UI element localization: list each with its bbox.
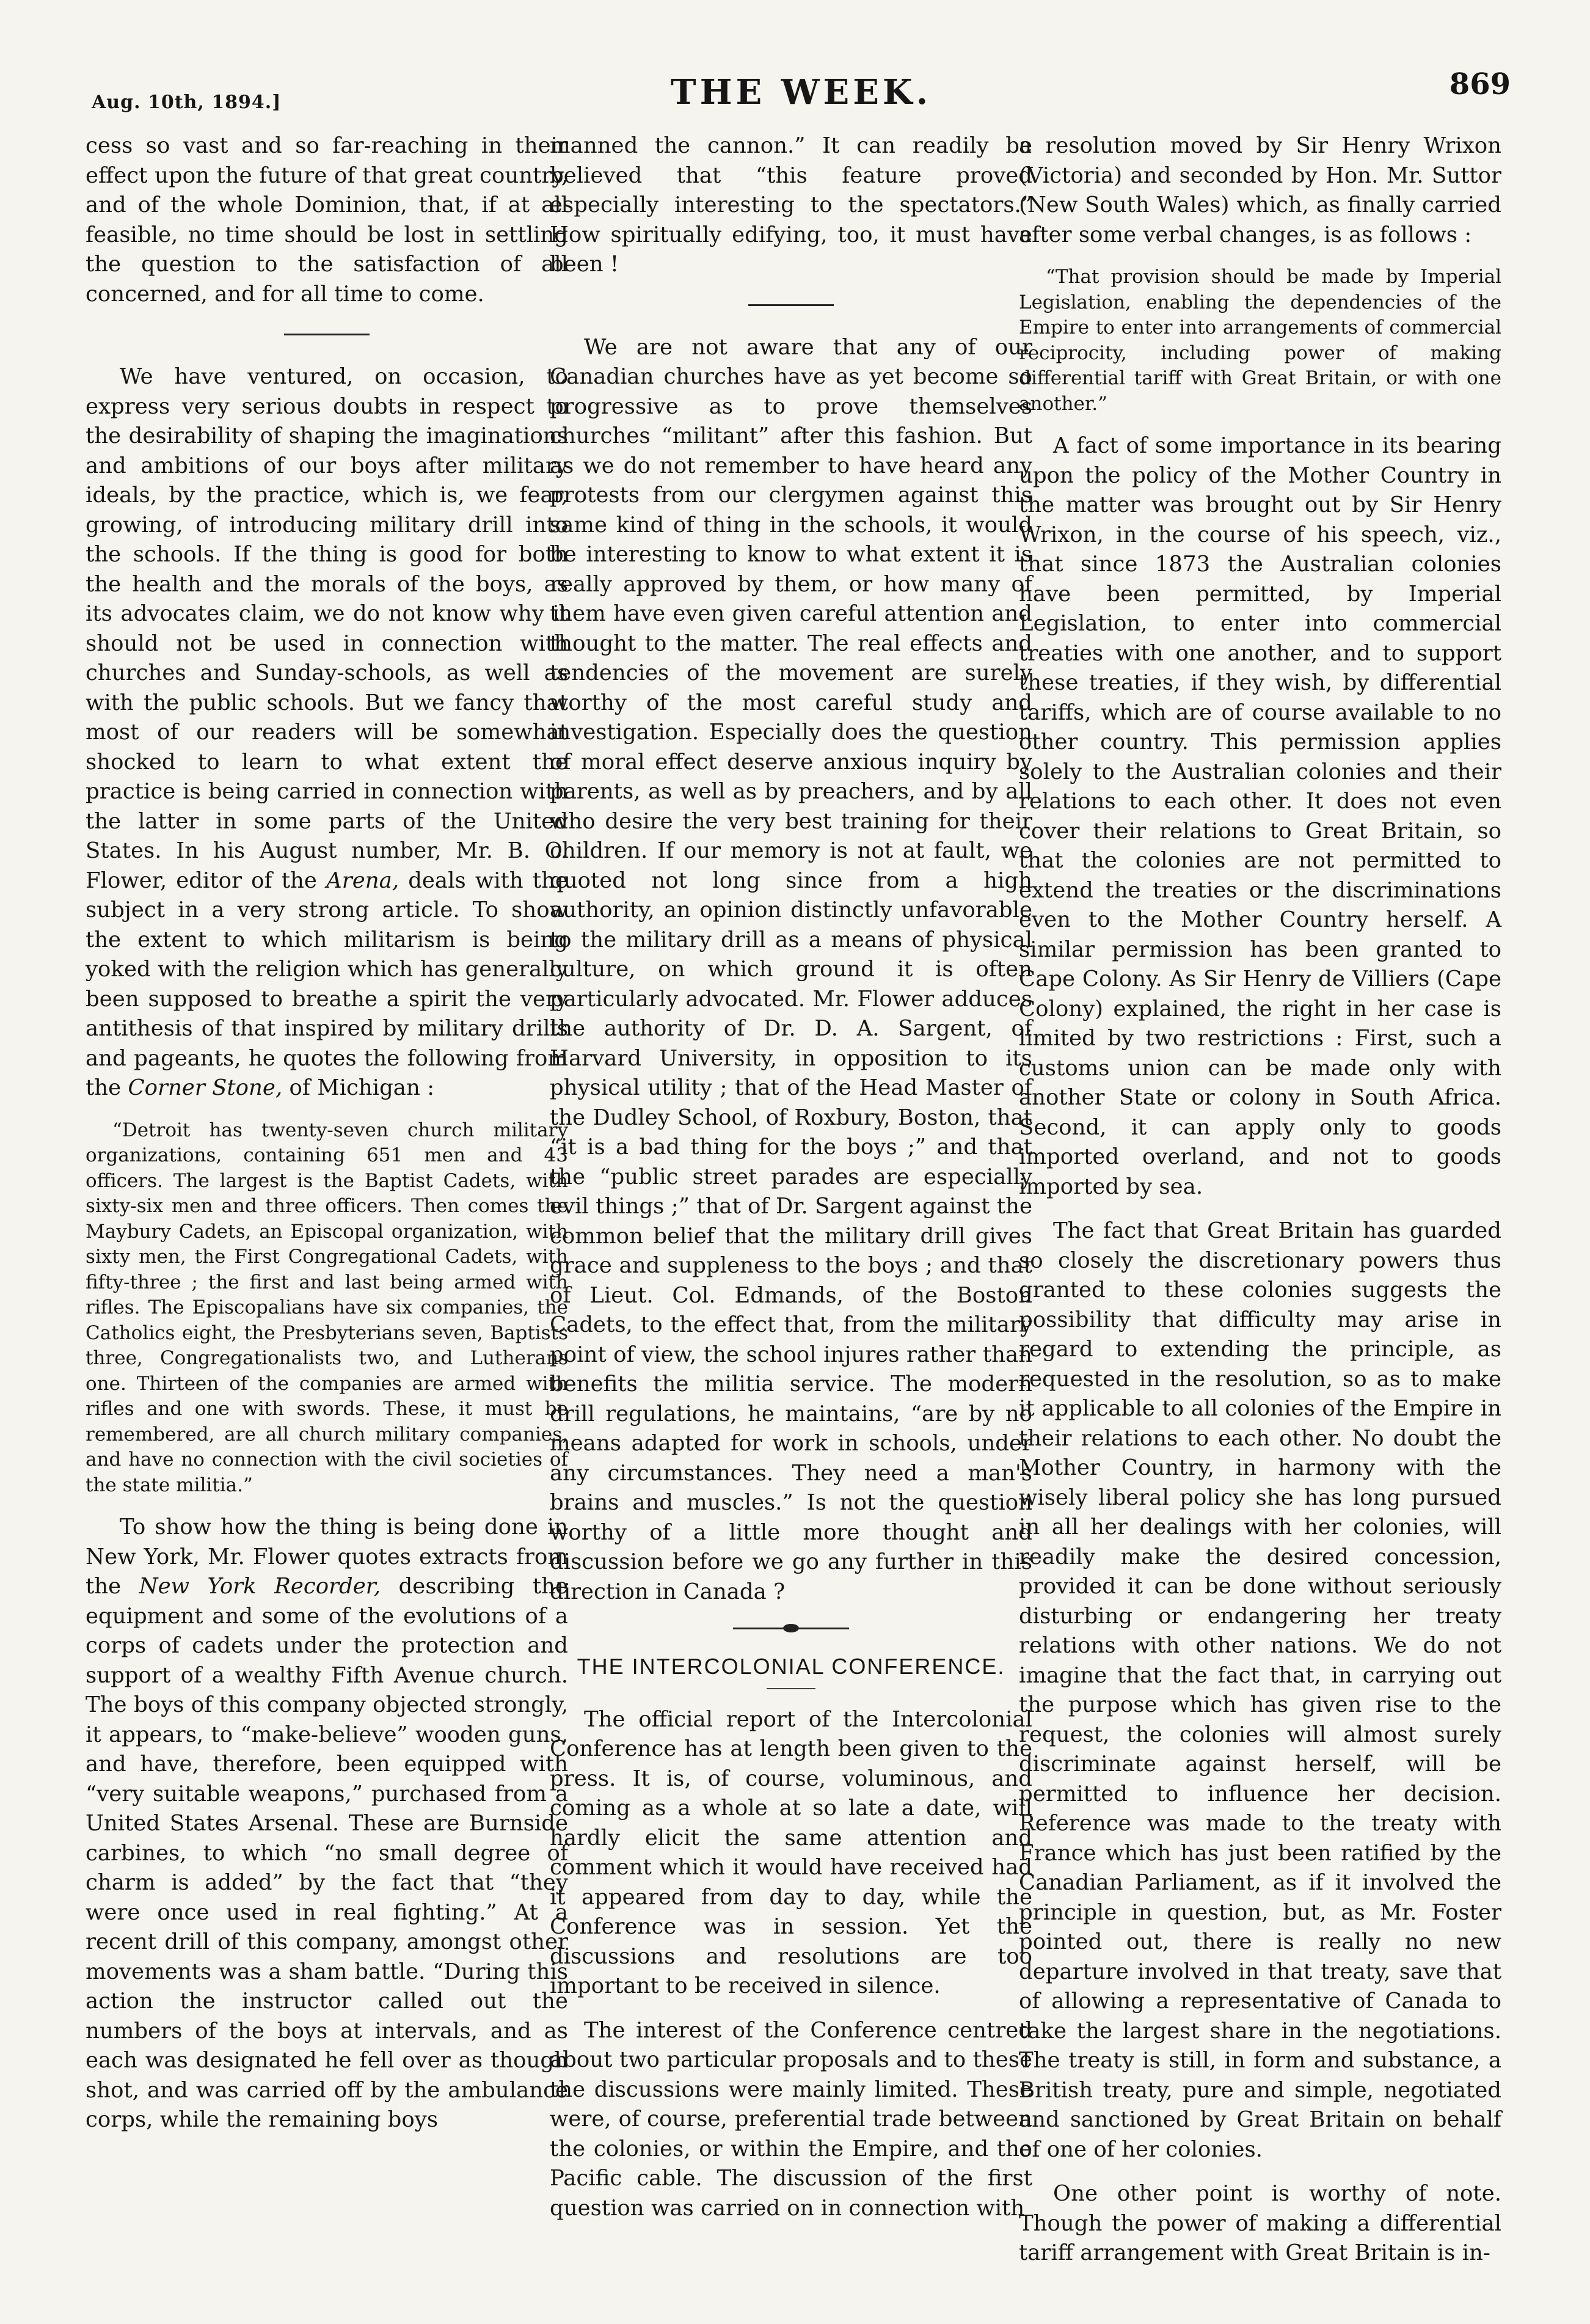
paragraph: We are not aware that any of our Canadian churches have as yet become so progressive as to prove themselves churches “militant” after this fashion. But as we do not remember to have heard any protests from our clergymen against this same kind of thing in the schools, it would be interesting to know to what extent it is really approved by them, or how many of them have even given careful attention and thought to the matter. The real effects and tendencies of the movement are surely worthy of the most careful study and investigation. Especially does the question of moral effect deserve anxious inquiry by parents, as well as by preachers, and by all who desire the very best training for their children. If our memory is not at fault, we quoted not long since from a high authority, an opinion distinctly unfavorable to the military drill as a means of physical culture, on which ground it is often particularly advocated. Mr. Flower adduces the authority of Dr. D. A. Sargent, of Harvard University, in opposition to its physical utility ; that of the Head Master of the Dudley School, of Roxbury, Boston, that “it is a bad thing for the boys ;” and that the “public street parades are especially evil things ;” that of Dr. Sargent against the common belief that the military drill gives grace and suppleness to the boys ; and that of Lieut. Col. Edmands, of the Boston Cadets, to the effect that, from the military point of view, the school injures rather than benefits the militia service. The modern drill regulations, he maintains, “are by no means adapted for work in schools, under any circumstances. They need a man's brains and muscles.” Is not the question worthy of a little more thought and discussion before we go any further in this direction in Canada ?	[550, 334, 1032, 1604]
page-header	[79, 55, 1523, 122]
paragraph: The interest of the Conference centred about two particular proposals and to these the discussions were mainly limited. These were, of course, preferential trade between the colonies, or within the Empire, and the Pacific cable. The discussion of the first question was carried on in connection with	[550, 2017, 1032, 2221]
arena-title: Arena,	[326, 868, 399, 893]
column-3	[1019, 131, 1501, 2290]
resolution-quote: “That provision should be made by Imperial Legislation, enabling the dependencies of the Empire to enter into arrangements of commercial reciprocity, including power of making differential tariff with Great Britain, or with one another.”	[1019, 266, 1501, 415]
recorder-title: New York Recorder,	[139, 1574, 381, 1599]
section-heading: THE INTERCOLONIAL CONFERENCE.	[577, 1654, 1005, 1679]
paragraph: The fact that Great Britain has guarded so closely the discretionary powers thus granted to these colonies suggests the possibility that difficulty may arise in regard to extending the principle, as requested in the resolution, so as to make it applicable to all colonies of the Empire in their relations to each other. No doubt the Mother Country, in harmony with the wisely liberal policy she has long pursued in all her dealings with her colonies, will readily make the desired concession, provided it can be done without seriously disturbing or endangering her treaty relations with other nations. We do not imagine that the fact that, in carrying out the purpose which has given rise to the request, the colonies will almost surely discriminate against herself, will be permitted to influence her decision. Reference was made to the treaty with France which has just been ratified by the Canadian Parliament, as if it involved the principle in question, but, as Mr. Foster pointed out, there is really no new departure involved in that treaty, save that of allowing a representative of Canada to take the largest share in the negotiations. The treaty is still, in form and substance, a British treaty, pure and simple, negotiated and sanctioned by Great Britain on behalf of one of her colonies.	[1019, 1218, 1501, 2162]
paragraph-new-york: To show how the thing is being done in New York, Mr. Flower quotes extracts from the New York Recorder, describing the equipment and some of the evolutions of a corps of cadets under the protection and support of a wealthy Fifth Avenue church. The boys of this company objected strongly, it appears, to “make-believe” wooden guns, and have, therefore, been equipped with “very suitable weapons,” purchased from a United States Arsenal. These are Burnside carbines, to which “no small degree of charm is added” by the fact that “they were once used in real fighting.” At a recent drill of this company, amongst other movements was a sham battle. “During this action the instructor called out the numbers of the boys at intervals, and as each was designated he fell over as though shot, and was carried off by the ambulance corps, while the remaining boys	[86, 1515, 568, 2132]
paragraph: The official report of the Intercolonial Conference has at length been given to the press. It is, of course, voluminous, and coming as a whole at so late a date, will hardly elicit the same attention and comment which it would have received had it appeared from day to day, while the Conference was in session. Yet the discussions and resolutions are too important to be received in silence.	[550, 1706, 1032, 1998]
paragraph: a resolution moved by Sir Henry Wrixon (Victoria) and seconded by Hon. Mr. Suttor (New South Wales) which, as finally carried after some verbal changes, is as follows :	[1019, 133, 1501, 247]
page-number: 869	[1449, 67, 1511, 101]
column-2	[550, 131, 1032, 2290]
paragraph: A fact of some importance in its bearing upon the policy of the Mother Country in the matter was brought out by Sir Henry Wrixon, in the course of his speech, viz., that since 1873 the Australian colonies have been permitted, by Imperial Legislation, to enter into commercial treaties with one another, and to support these treaties, if they wish, by differential tariffs, which are of course available to no other country. This permission applies solely to the Australian colonies and their relations to each other. It does not even cover their relations to Great Britain, so that the colonies are not permitted to extend the treaties or the discriminations even to the Mother Country herself. A similar permission has been granted to Cape Colony. As Sir Henry de Villiers (Cape Colony) explained, the right in her case is limited by two restrictions : First, such a customs union can be made only with another State or colony in South Africa. Second, it can apply only to goods imported overland, and not to goods imported by sea.	[1019, 433, 1501, 1199]
corner-stone-title: Corner Stone,	[128, 1075, 283, 1100]
issue-date: Aug. 10th, 1894.]	[92, 92, 282, 113]
heading-rule	[767, 1688, 815, 1689]
section-divider	[284, 334, 370, 335]
paragraph-military-drill: We have ventured, on occasion, to express very serious doubts in respect to the desirability of shaping the imaginations and ambitions of our boys after military ideals, by the practice, which is, we fear, growing, of introducing military drill into the schools. If the thing is good for both the health and the morals of the boys, as its advocates claim, we do not know why it should not be used in connection with churches and Sunday-schools, as well as with the public schools. But we fancy that most of our readers will be somewhat shocked to learn to what extent the practice is being carried in connection with the latter in some parts of the United States. In his August number, Mr. B. O. Flower, editor of the Arena, deals with the subject in a very strong article. To show the extent to which militarism is being yoked with the religion which has generally been supposed to breathe a spirit the very antithesis of that inspired by military drills and pageants, he quotes the following from the Corner Stone, of Michigan :	[86, 364, 568, 1100]
section-divider	[748, 304, 834, 306]
ornamental-divider	[733, 1625, 849, 1631]
paragraph: manned the cannon.” It can readily be believed that “this feature proved especially interesting to the spectators.” How spiritually edifying, too, it must have been !	[550, 133, 1032, 277]
masthead-title: THE WEEK.	[670, 72, 932, 112]
paragraph: One other point is worthy of note. Though the power of making a differential tariff arrangement with Great Britain is in-	[1019, 2181, 1501, 2265]
paragraph: cess so vast and so far-reaching in their effect upon the future of that great country, and of the whole Dominion, that, if at all feasible, no time should be lost in settling the question to the satisfaction of all concerned, and for all time to come.	[86, 133, 568, 307]
block-quote: “Detroit has twenty-seven church military organizations, containing 651 men and 43 officers. The largest is the Baptist Cadets, with sixty-six men and three officers. Then comes the Maybury Cadets, an Episcopal organization, with sixty men, the First Congregational Cadets, with fifty-three ; the first and last being armed with rifles. The Episcopalians have six companies, the Catholics eight, the Presbyterians seven, Baptists three, Congregationalists two, and Lutherans one. Thirteen of the companies are armed with rifles and one with swords. These, it must be remembered, are all church military companies, and have no connection with the civil societies of the state militia.”	[86, 1119, 568, 1496]
column-1	[86, 131, 568, 2290]
